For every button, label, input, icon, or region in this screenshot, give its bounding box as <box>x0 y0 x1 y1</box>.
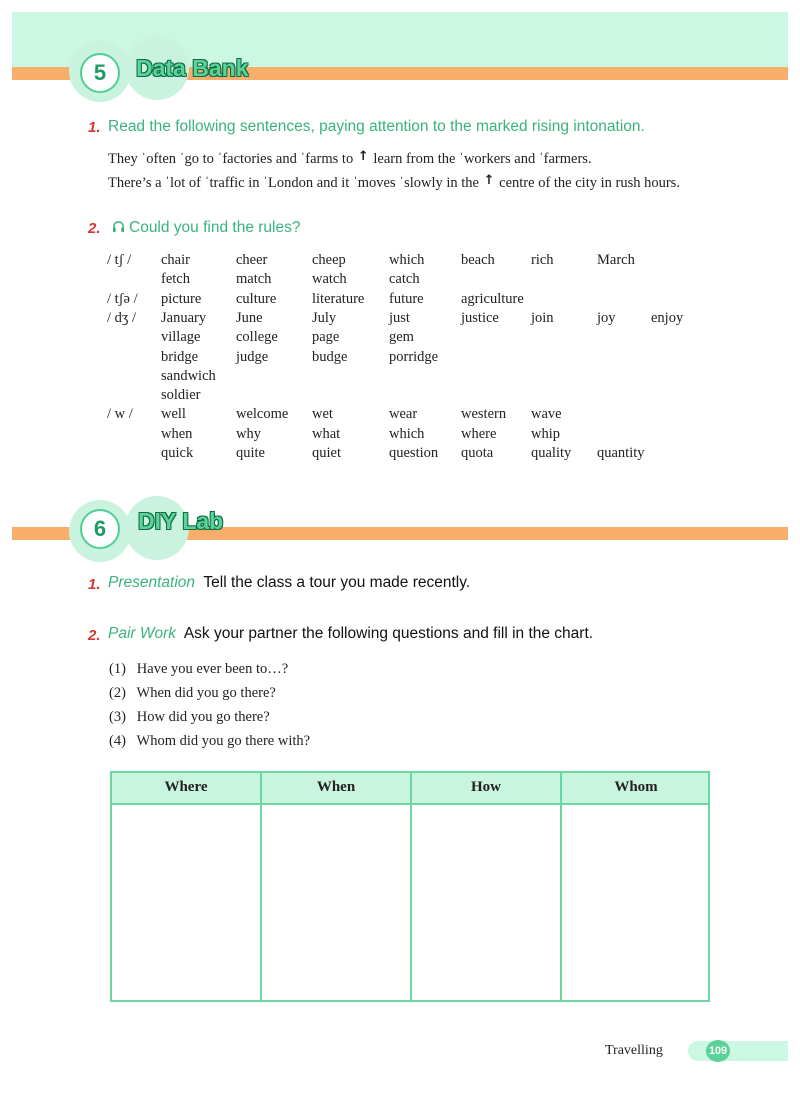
chart-header-when: When <box>316 779 356 795</box>
table-cell-word: quite <box>236 445 265 461</box>
table-cell-word: chair <box>161 252 190 268</box>
table-cell-word: June <box>236 309 263 326</box>
table-cell-word: cheer <box>236 252 268 268</box>
table-cell-word: July <box>312 309 337 326</box>
table-cell-word: quota <box>461 445 494 461</box>
table-cell-word: watch <box>312 271 347 288</box>
activity-label: Presentation <box>108 574 196 591</box>
table-cell-word: cheep <box>312 252 346 268</box>
table-cell-word: January <box>161 309 207 326</box>
table-cell-word: gem <box>389 329 414 346</box>
section-title: Data Bank <box>136 55 249 81</box>
table-cell-word: quantity <box>597 445 645 461</box>
table-cell-word: wet <box>312 406 333 423</box>
interview-question: (3) How did you go there? <box>109 709 270 725</box>
table-cell-word: beach <box>461 252 495 268</box>
table-cell-word: village <box>161 329 201 346</box>
rising-intonation-arrow-icon: ↑ <box>483 173 495 188</box>
question-text-wrap <box>112 219 300 237</box>
table-cell-word: which <box>389 252 425 268</box>
table-cell-word: where <box>461 425 497 442</box>
question-text: Ask your partner the following questions and fill in the chart. <box>183 625 594 642</box>
table-cell-word: why <box>236 425 261 442</box>
table-cell-word: fetch <box>161 271 190 288</box>
table-cell-word: enjoy <box>651 309 684 326</box>
table-cell-word: future <box>389 290 424 307</box>
table-cell-word: sandwich <box>161 367 216 384</box>
chart-column-divider <box>260 773 262 1000</box>
table-cell-word: page <box>312 329 340 346</box>
interview-question: (4) Whom did you go there with? <box>109 733 311 749</box>
table-cell-word: justice <box>461 309 499 326</box>
table-cell-word: porridge <box>389 348 439 365</box>
table-cell-word: well <box>161 406 186 423</box>
question-number: 1. <box>88 119 101 136</box>
table-cell-word: quick <box>161 445 194 461</box>
headphone-icon <box>112 220 125 233</box>
sentence-part: learn from the ˈworkers and ˈfarmers. <box>373 151 592 167</box>
question-text: Could you find the rules? <box>129 219 301 236</box>
section-number-badge: 6 <box>80 509 120 549</box>
chart-column-divider <box>410 773 412 1000</box>
table-cell-word: what <box>312 425 341 442</box>
sentence-part: They ˈoften ˈgo to ˈfactories and ˈfarms to <box>108 151 354 167</box>
phoneme-label: / tʃ / <box>107 252 132 268</box>
table-cell-word: quiet <box>312 445 341 461</box>
table-cell-word: wave <box>531 406 562 423</box>
sentence-part: There’s a ˈlot of ˈtraffic in ˈLondon and it ˈmoves ˈslowly in the <box>108 175 479 191</box>
question-text: Read the following sentences, paying attention to the marked rising intonation. <box>108 118 645 135</box>
chart-column-divider <box>560 773 562 1000</box>
table-cell-word: soldier <box>161 387 201 404</box>
table-cell-word: wear <box>389 406 418 423</box>
table-cell-word: just <box>389 309 410 326</box>
question-number: 1. <box>88 576 101 593</box>
section-number-badge: 5 <box>80 53 120 93</box>
table-cell-word: judge <box>236 348 269 365</box>
activity-label: Pair Work <box>108 625 177 642</box>
chart-header-where: Where <box>164 779 208 795</box>
table-cell-word: whip <box>531 425 560 442</box>
section-title: DIY Lab <box>138 508 224 534</box>
example-sentence-2 <box>108 175 680 192</box>
phoneme-label: / w / <box>107 406 133 423</box>
page-number: 109 <box>706 1040 730 1062</box>
rising-intonation-arrow-icon: ↑ <box>357 149 369 164</box>
table-cell-word: literature <box>312 290 365 307</box>
interview-question: (1) Have you ever been to…? <box>109 661 289 677</box>
phoneme-label: / dʒ / <box>107 309 136 326</box>
survey-chart <box>110 771 710 1002</box>
question-text: Tell the class a tour you made recently. <box>203 574 471 591</box>
question-line <box>108 625 593 643</box>
interview-question: (2) When did you go there? <box>109 685 276 701</box>
table-cell-word: welcome <box>236 406 289 423</box>
table-cell-word: picture <box>161 290 202 307</box>
table-cell-word: western <box>461 406 507 423</box>
sentence-part: centre of the city in rush hours. <box>499 175 680 191</box>
table-cell-word: March <box>597 252 635 268</box>
table-cell-word: which <box>389 425 425 442</box>
table-cell-word: bridge <box>161 348 199 365</box>
table-cell-word: budge <box>312 348 348 365</box>
table-cell-word: catch <box>389 271 420 288</box>
question-line <box>108 574 470 592</box>
question-number: 2. <box>88 627 101 644</box>
question-number: 2. <box>88 220 101 237</box>
footer-band <box>688 1041 788 1061</box>
table-cell-word: culture <box>236 290 277 307</box>
example-sentence-1 <box>108 151 592 168</box>
table-cell-word: college <box>236 329 278 346</box>
phoneme-label: / tʃə / <box>107 290 138 307</box>
table-cell-word: quality <box>531 445 572 461</box>
table-cell-word: join <box>531 309 554 326</box>
table-cell-word: when <box>161 425 193 442</box>
table-cell-word: match <box>236 271 272 288</box>
table-cell-word: rich <box>531 252 554 268</box>
chart-header-how: How <box>471 779 501 795</box>
table-cell-word: joy <box>597 309 616 326</box>
chapter-name: Travelling <box>605 1043 663 1058</box>
table-cell-word: agriculture <box>461 290 524 307</box>
chart-header-whom: Whom <box>614 779 658 795</box>
table-cell-word: question <box>389 445 439 461</box>
